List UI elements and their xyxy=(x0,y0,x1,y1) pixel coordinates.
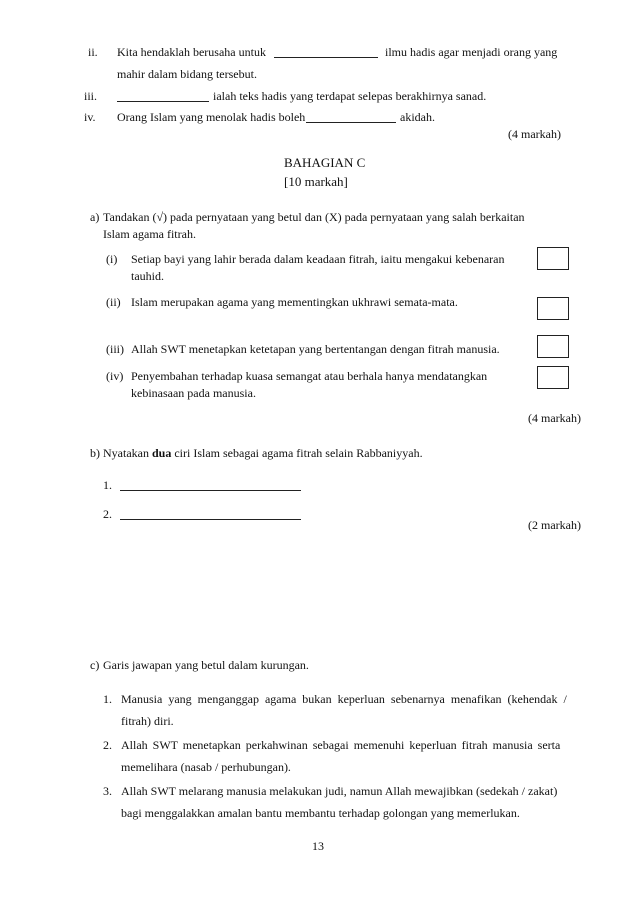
statement-text-continued: fitrah) diri. xyxy=(121,714,174,728)
answer-checkbox-ii[interactable] xyxy=(537,297,569,320)
statement-text-continued: tauhid. xyxy=(131,269,164,283)
question-b-text xyxy=(103,446,423,461)
item-ii-blank xyxy=(274,47,378,58)
part-b-marks: (4 markah) xyxy=(508,127,561,141)
statement-number: (iv) xyxy=(106,369,124,383)
statement-number: 2. xyxy=(103,738,112,752)
statement-text-continued: memelihara (nasab / perhubungan). xyxy=(121,760,291,774)
statement-text: Islam merupakan agama yang mementingkan ukhrawi semata-mata. xyxy=(131,295,458,309)
item-iii-blank xyxy=(117,91,209,102)
question-a-label: a) xyxy=(90,210,100,224)
item-iv-blank xyxy=(306,112,396,123)
question-a-text: Tandakan (√) pada pernyataan yang betul dan (X) pada pernyataan yang salah berkaitan xyxy=(103,210,525,224)
statement-text-continued: kebinasaan pada manusia. xyxy=(131,386,256,400)
item-iv-text-end: akidah. xyxy=(400,110,435,124)
question-b-text-end: ciri Islam sebagai agama fitrah selain Rabbaniyyah. xyxy=(174,446,423,460)
item-iv-number: iv. xyxy=(84,110,96,124)
statement-text-continued: bagi menggalakkan amalan bantu membantu terhadap golongan yang memerlukan. xyxy=(121,806,520,820)
question-b-label: b) xyxy=(90,446,100,460)
statement-text: Penyembahan terhadap kuasa semangat atau berhala hanya mendatangkan xyxy=(131,369,488,383)
answer-checkbox-i[interactable] xyxy=(537,247,569,270)
statement-text: Setiap bayi yang lahir berada dalam keadaan fitrah, iaitu mengakui kebenaran xyxy=(131,252,505,266)
answer-checkbox-iii[interactable] xyxy=(537,335,569,358)
statement-text: Allah SWT menetapkan perkahwinan sebagai memenuhi keperluan fitrah manusia serta xyxy=(121,738,561,752)
item-ii-text-start: Kita hendaklah berusaha untuk xyxy=(117,45,266,59)
item-iii-text: ialah teks hadis yang terdapat selepas berakhirnya sanad. xyxy=(213,89,487,103)
question-c-text: Garis jawapan yang betul dalam kurungan. xyxy=(103,658,309,672)
answer-line-number: 2. xyxy=(103,507,112,521)
question-a-text-continued: Islam agama fitrah. xyxy=(103,227,196,241)
statement-text: Allah SWT menetapkan ketetapan yang bertentangan dengan fitrah manusia. xyxy=(131,342,500,356)
answer-line-1[interactable] xyxy=(120,480,301,491)
answer-checkbox-iv[interactable] xyxy=(537,366,569,389)
question-b-emphasis: dua xyxy=(151,446,172,460)
question-b-text-start: Nyatakan xyxy=(103,446,149,460)
item-iv-text-start: Orang Islam yang menolak hadis boleh xyxy=(117,110,306,124)
section-title: BAHAGIAN C xyxy=(284,155,366,170)
statement-number: (ii) xyxy=(106,295,121,309)
question-c-label: c) xyxy=(90,658,100,672)
section-marks: [10 markah] xyxy=(284,174,348,189)
statement-number: (i) xyxy=(106,252,118,266)
statement-number: 3. xyxy=(103,784,112,798)
item-iii-number: iii. xyxy=(84,89,98,103)
page-number: 13 xyxy=(312,839,324,853)
statement-text: Allah SWT melarang manusia melakukan judi, namun Allah mewajibkan (sedekah / zakat) xyxy=(121,784,558,798)
answer-line-2[interactable] xyxy=(120,509,301,520)
statement-number: 1. xyxy=(103,692,112,706)
item-ii-text-continued: mahir dalam bidang tersebut. xyxy=(117,67,257,81)
answer-line-number: 1. xyxy=(103,478,112,492)
question-b-marks: (2 markah) xyxy=(528,518,581,532)
item-ii-text-end: ilmu hadis agar menjadi orang yang xyxy=(385,45,558,59)
statement-number: (iii) xyxy=(106,342,124,356)
question-a-marks: (4 markah) xyxy=(528,411,581,425)
statement-text: Manusia yang menganggap agama bukan keperluan sebenarnya menafikan (kehendak / xyxy=(121,692,567,706)
item-ii-number: ii. xyxy=(88,45,98,59)
